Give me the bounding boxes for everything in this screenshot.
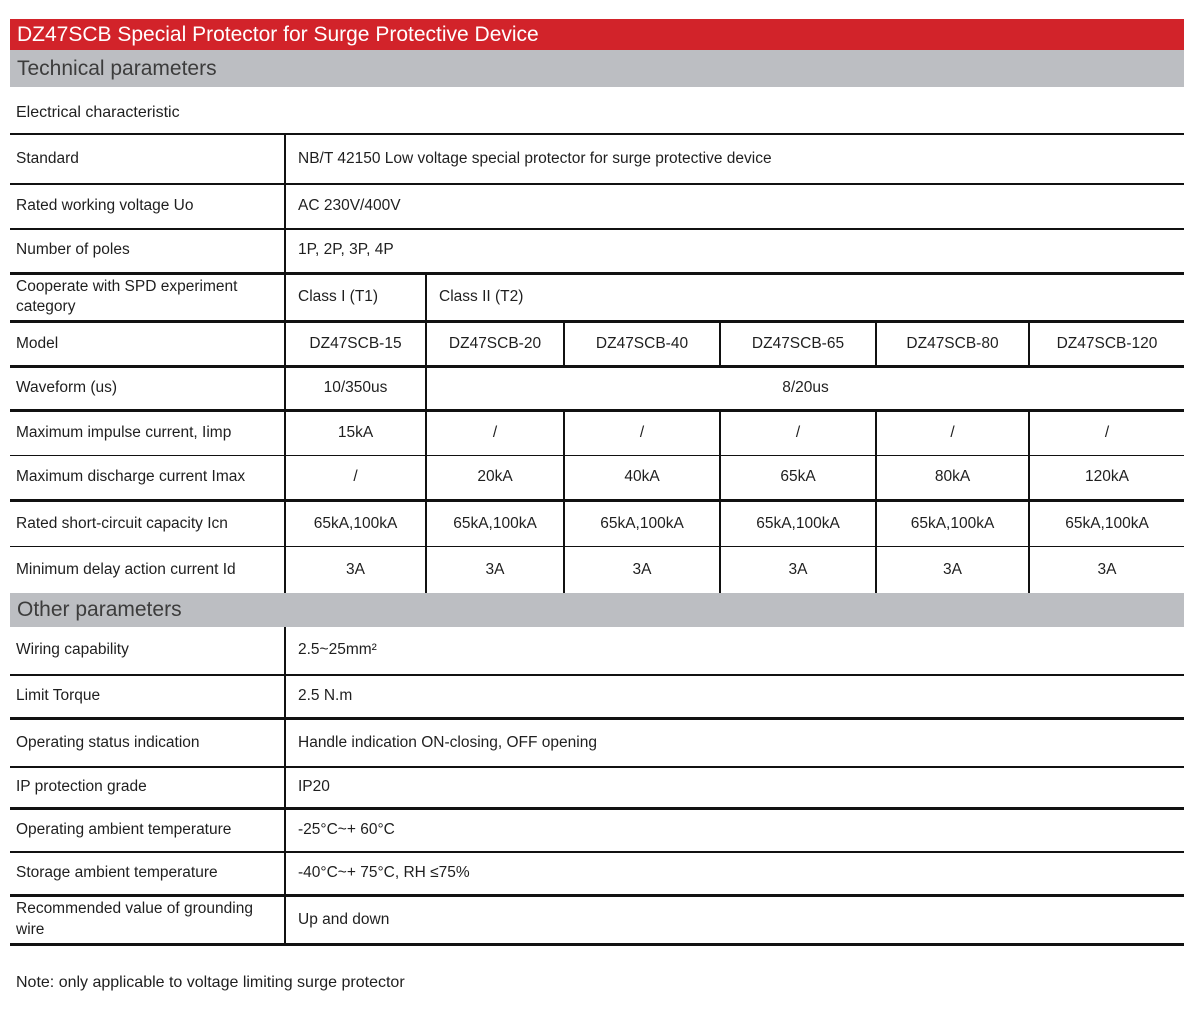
table-row-short-circuit-capacity <box>10 501 1184 547</box>
table-row-grounding-wire <box>10 896 1184 945</box>
table-row-impulse-current <box>10 411 1184 456</box>
row-label: Minimum delay action current Id <box>16 560 236 578</box>
cell-iimp: / <box>720 411 876 456</box>
subsection-electrical-characteristic: Electrical characteristic <box>16 104 180 121</box>
table-row-storage-temperature <box>10 852 1184 896</box>
row-label: Maximum impulse current, Iimp <box>10 411 285 456</box>
table-row-model <box>10 322 1184 367</box>
cell-waveform-t2: 8/20us <box>426 367 1184 411</box>
cell-imax: / <box>285 456 426 501</box>
cell-icn: 65kA,100kA <box>285 501 426 547</box>
cell-class-2: Class II (T2) <box>426 273 1184 322</box>
row-value: IP20 <box>285 767 1184 809</box>
section-title-other: Other parameters <box>17 597 182 621</box>
row-label: Waveform (us) <box>10 367 285 411</box>
row-label: IP protection grade <box>10 767 285 809</box>
cell-icn: 65kA,100kA <box>876 501 1029 547</box>
row-label: Wiring capability <box>10 627 285 675</box>
table-row-waveform <box>10 367 1184 411</box>
cell-imax: 20kA <box>426 456 564 501</box>
table-row-rated-voltage <box>10 184 1184 229</box>
cell-icn: 65kA,100kA <box>426 501 564 547</box>
row-value: AC 230V/400V <box>285 184 1184 229</box>
table-row-discharge-current <box>10 456 1184 501</box>
cell-imax: 65kA <box>720 456 876 501</box>
cell-icn: 65kA,100kA <box>564 501 720 547</box>
cell-model: DZ47SCB-20 <box>426 322 564 367</box>
cell-iimp: 15kA <box>285 411 426 456</box>
cell-model: DZ47SCB-120 <box>1029 322 1184 367</box>
cell-model: DZ47SCB-65 <box>720 322 876 367</box>
table-row-delay-action-current <box>10 547 1184 593</box>
cell-model: DZ47SCB-40 <box>564 322 720 367</box>
row-value: Handle indication ON-closing, OFF opening <box>285 719 1184 767</box>
cell-imax: 80kA <box>876 456 1029 501</box>
cell-icn: 65kA,100kA <box>720 501 876 547</box>
row-label: Operating ambient temperature <box>10 809 285 852</box>
cell-imax: 120kA <box>1029 456 1184 501</box>
table-row-spd-category <box>10 273 1184 322</box>
product-title-bar <box>10 19 1184 50</box>
other-parameters-table <box>10 627 1184 946</box>
cell-iimp: / <box>1029 411 1184 456</box>
table-row-limit-torque <box>10 675 1184 719</box>
cell-iimp: / <box>426 411 564 456</box>
product-title: DZ47SCB Special Protector for Surge Protective Device <box>17 23 539 46</box>
row-label: Storage ambient temperature <box>10 852 285 896</box>
section-title-technical: Technical parameters <box>17 57 217 80</box>
cell-id: 3A <box>285 547 426 593</box>
cell-icn: 65kA,100kA <box>1029 501 1184 547</box>
table-row-ip-grade <box>10 767 1184 809</box>
section-header-technical-parameters <box>10 50 1184 87</box>
cell-imax: 40kA <box>564 456 720 501</box>
cell-class-1: Class I (T1) <box>285 273 426 322</box>
cell-iimp: / <box>876 411 1029 456</box>
cell-id: 3A <box>564 547 720 593</box>
row-value: Up and down <box>285 896 1184 945</box>
cell-id: 3A <box>426 547 564 593</box>
table-row-operating-status <box>10 719 1184 767</box>
row-label: Maximum discharge current Imax <box>10 456 285 501</box>
row-value: 2.5 N.m <box>285 675 1184 719</box>
table-row-number-of-poles <box>10 229 1184 273</box>
row-label: Number of poles <box>10 229 285 273</box>
cell-iimp: / <box>564 411 720 456</box>
section-header-other-parameters <box>10 593 1184 627</box>
table-row-operating-temperature <box>10 809 1184 852</box>
row-label: Model <box>10 322 285 367</box>
row-label: Standard <box>10 134 285 184</box>
cell-model: DZ47SCB-80 <box>876 322 1029 367</box>
row-label: Rated short-circuit capacity Icn <box>10 501 285 547</box>
table-row-wiring-capability <box>10 627 1184 675</box>
datasheet-page <box>10 19 1184 992</box>
cell-id: 3A <box>1029 547 1184 593</box>
row-label: Operating status indication <box>10 719 285 767</box>
cell-id: 3A <box>720 547 876 593</box>
row-value: -40°C~+ 75°C, RH ≤75% <box>285 852 1184 896</box>
row-label: Recommended value of grounding wire <box>10 896 285 945</box>
row-value: -25°C~+ 60°C <box>285 809 1184 852</box>
cell-id: 3A <box>876 547 1029 593</box>
cell-waveform-t1: 10/350us <box>285 367 426 411</box>
table-row-standard <box>10 134 1184 184</box>
footnote: Note: only applicable to voltage limiting surge protector <box>16 974 405 992</box>
electrical-characteristics-table <box>10 133 1184 593</box>
row-value: 1P, 2P, 3P, 4P <box>285 229 1184 273</box>
row-value: 2.5~25mm² <box>285 627 1184 675</box>
row-value: NB/T 42150 Low voltage special protector for surge protective device <box>285 134 1184 184</box>
cell-model: DZ47SCB-15 <box>285 322 426 367</box>
row-label: Rated working voltage Uo <box>10 184 285 229</box>
row-label: Cooperate with SPD experiment category <box>10 273 285 322</box>
row-label: Limit Torque <box>10 675 285 719</box>
